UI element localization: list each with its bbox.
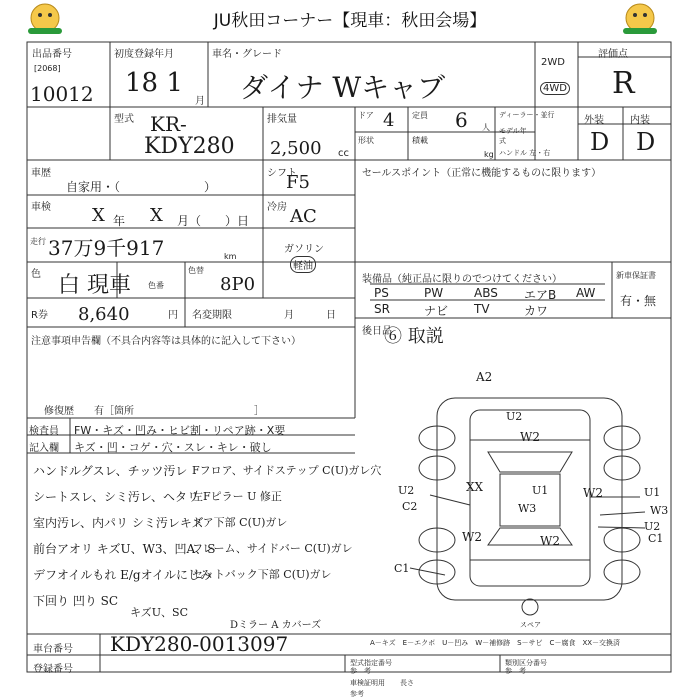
cap-value: 6 — [455, 108, 468, 132]
color-num-label: 色番 — [148, 281, 164, 290]
check-row2: キズ・凹・コゲ・穴・スレ・キレ・破し — [74, 441, 272, 454]
bottom-f: 長さ — [400, 679, 414, 687]
load-unit: kg — [484, 150, 494, 159]
reg-unit: 月 — [195, 96, 205, 107]
inspection-value: X — [92, 205, 105, 226]
namechange-month: 月 — [284, 310, 294, 321]
diag-c1a: C1 — [648, 532, 664, 545]
mileage-value: 37万9千917 — [48, 236, 165, 260]
chassis-value: KDY280-0013097 — [110, 632, 289, 656]
drive-2wd: 2WD — [541, 57, 565, 68]
disp-unit: cc — [338, 148, 349, 159]
score-ext-label: 外装 — [584, 115, 604, 126]
dealer-modelyear: モデル年式 — [499, 127, 527, 145]
recycle-unit: 円 — [168, 310, 178, 321]
remark-0: ハンドルグスレ、チッツ汚レ — [33, 464, 188, 478]
equip-abs: ABS — [474, 286, 498, 300]
remark-5: 下回り 凹り SC — [33, 594, 119, 608]
diag-u2c: U2 — [644, 520, 661, 533]
check-l1: 検査員 — [29, 426, 59, 437]
reg-value: 18 1 — [125, 68, 183, 98]
ac-value: AC — [290, 206, 317, 227]
aftermarket-label: 後日品 — [362, 326, 392, 337]
check-row1: FW・キズ・凹み・ヒビ割・リペア跡・X要 — [74, 424, 286, 437]
equip-leather: カワ — [524, 304, 549, 318]
diag-u2a: U2 — [506, 410, 523, 423]
diag-a2: A2 — [476, 370, 493, 384]
regno-label: 登録番号 — [33, 664, 73, 675]
fuel-gas: ガソリン — [284, 244, 324, 255]
bottom-c: 類別区分番号 — [505, 659, 547, 667]
lot-label: 出品番号 — [32, 49, 72, 60]
diag-c1b: C1 — [394, 562, 410, 575]
history-label: 車歴 — [31, 168, 51, 179]
legend: A－キズ E－エクボ U－凹み W－補修跡 S－サビ C－腐食 XX－交換済 — [370, 639, 621, 647]
mileage-unit: km — [224, 252, 237, 261]
chassis-label: 車台番号 — [33, 644, 73, 655]
bottom-b: 参 考 — [350, 667, 371, 675]
door-label: ドア — [358, 111, 374, 120]
remark-r2: ドア下部 C(U)ガレ — [192, 516, 288, 529]
inspection-label: 車検 — [31, 202, 51, 213]
recycle-label: R券 — [31, 310, 48, 321]
score-int-label: 内装 — [630, 115, 650, 126]
equip-ps: PS — [374, 286, 389, 300]
warranty-label: 新車保証書 — [616, 271, 656, 280]
drive-4wd: 4WD — [540, 82, 570, 95]
color-change-label: 色替 — [188, 266, 204, 275]
equip-tv: TV — [474, 302, 490, 316]
spare-label: スペア — [520, 621, 541, 629]
diag-c2: C2 — [402, 500, 418, 513]
model-value2: KDY280 — [144, 134, 235, 159]
equip-sr: SR — [374, 302, 390, 316]
recycle-value: 8,640 — [78, 304, 130, 325]
aftermarket-value: ⑥ 取説 — [384, 326, 444, 347]
shift-label: シフト — [267, 168, 297, 179]
diag-w3a: W3 — [518, 502, 537, 515]
remark-4: デフオイルもれ E/gオイルにじみ — [33, 568, 212, 582]
namechange-day: 日 — [326, 310, 336, 321]
ac-label: 冷房 — [267, 202, 287, 213]
diag-w2d: W2 — [540, 534, 560, 548]
diag-w2c: W2 — [462, 530, 482, 544]
mileage-label: 走行 — [30, 237, 46, 246]
equip-navi: ナビ — [424, 304, 449, 318]
score-value: R — [612, 66, 635, 101]
remark-2: 室内汚レ、内パリ シミ汚レキズ — [33, 516, 204, 530]
remark-r4: セットバック下部 C(U)ガレ — [192, 568, 332, 581]
repair-label: 修復歴 有［箇所 ］ — [44, 406, 264, 417]
bottom-d: 参 考 — [505, 667, 526, 675]
score-ext: D — [590, 128, 610, 156]
shift-value: F5 — [286, 172, 310, 193]
inspection-year: 年 — [113, 214, 126, 228]
dealer-handle: ハンドル 左・右 — [499, 149, 551, 157]
remark-r5: キズU、SC — [130, 606, 189, 619]
remark-r0: Fフロア、サイドステップ C(U)ガレ穴 — [192, 464, 382, 477]
door-shape-label: 形状 — [358, 136, 374, 145]
lot-value: 10012 — [30, 82, 94, 106]
disp-value: 2,500 — [270, 138, 322, 159]
inspection-month: 月（ ）日 — [177, 214, 250, 228]
fuel-diesel: 軽油 — [290, 256, 316, 273]
diag-xx: XX — [466, 480, 484, 494]
equip-aw: AW — [576, 286, 596, 300]
load-label: 積載 — [412, 136, 428, 145]
notes-label: 注意事項申告欄（不具合内容等は具体的に記入して下さい） — [31, 336, 301, 347]
history-value: 自家用・（ ） — [66, 180, 217, 194]
cap-unit: 人 — [482, 123, 490, 132]
bottom-a: 型式指定番号 — [350, 659, 392, 667]
cap-label: 定員 — [412, 111, 428, 120]
equip-airbag: エアB — [524, 288, 557, 302]
diag-w2b: W2 — [583, 486, 603, 500]
diag-u1b: U1 — [644, 486, 661, 499]
door-value: 4 — [383, 110, 395, 131]
sales-label: セールスポイント（正常に機能するものに限ります） — [362, 168, 602, 179]
remark-r1: 左Fピラー U 修正 — [192, 490, 282, 503]
check-l2: 記入欄 — [29, 443, 59, 454]
model-label: 型式 — [114, 114, 134, 125]
name-label: 車名・グレード — [212, 49, 282, 60]
remark-3: 前台アオリ キズU、W3、凹A、S — [33, 542, 216, 556]
reg-label: 初度登録年月 — [114, 49, 174, 60]
model-value1: KR- — [150, 112, 187, 136]
diag-w3b: W3 — [650, 504, 669, 517]
disp-label: 排気量 — [267, 114, 297, 125]
score-int: D — [636, 128, 656, 156]
remark-r3: フレーム、サイドバー C(U)ガレ — [192, 542, 353, 555]
header-title: JU秋田コーナー【現車：秋田会場】 — [213, 11, 487, 31]
bottom-e: 車検証明用 — [350, 679, 385, 687]
score-label: 評価点 — [598, 49, 628, 60]
name-value: ダイナ Wキャブ — [240, 71, 446, 104]
color-value: 白 現車 — [58, 273, 131, 298]
namechange-label: 名変期限 — [192, 310, 232, 321]
color-num-value: 8P0 — [220, 274, 256, 295]
equip-label: 装備品（純正品に限りのでつけてください） — [362, 274, 562, 285]
warranty-value: 有・無 — [620, 294, 657, 308]
diag-w2a: W2 — [520, 430, 540, 444]
remark-r6: Dミラー A カバーズ — [230, 620, 322, 631]
inspection-mon: X — [150, 205, 163, 226]
remark-1: シートスレ、シミ汚レ、ヘタリ — [33, 490, 199, 504]
lot-sub: [2068] — [34, 64, 61, 73]
diag-u1a: U1 — [532, 484, 549, 497]
diag-u2b: U2 — [398, 484, 415, 497]
dealer-label: ディーラー・並行 — [499, 111, 555, 119]
equip-pw: PW — [424, 286, 444, 300]
bottom-g: 参考 — [350, 690, 364, 698]
color-label: 色 — [31, 269, 41, 280]
